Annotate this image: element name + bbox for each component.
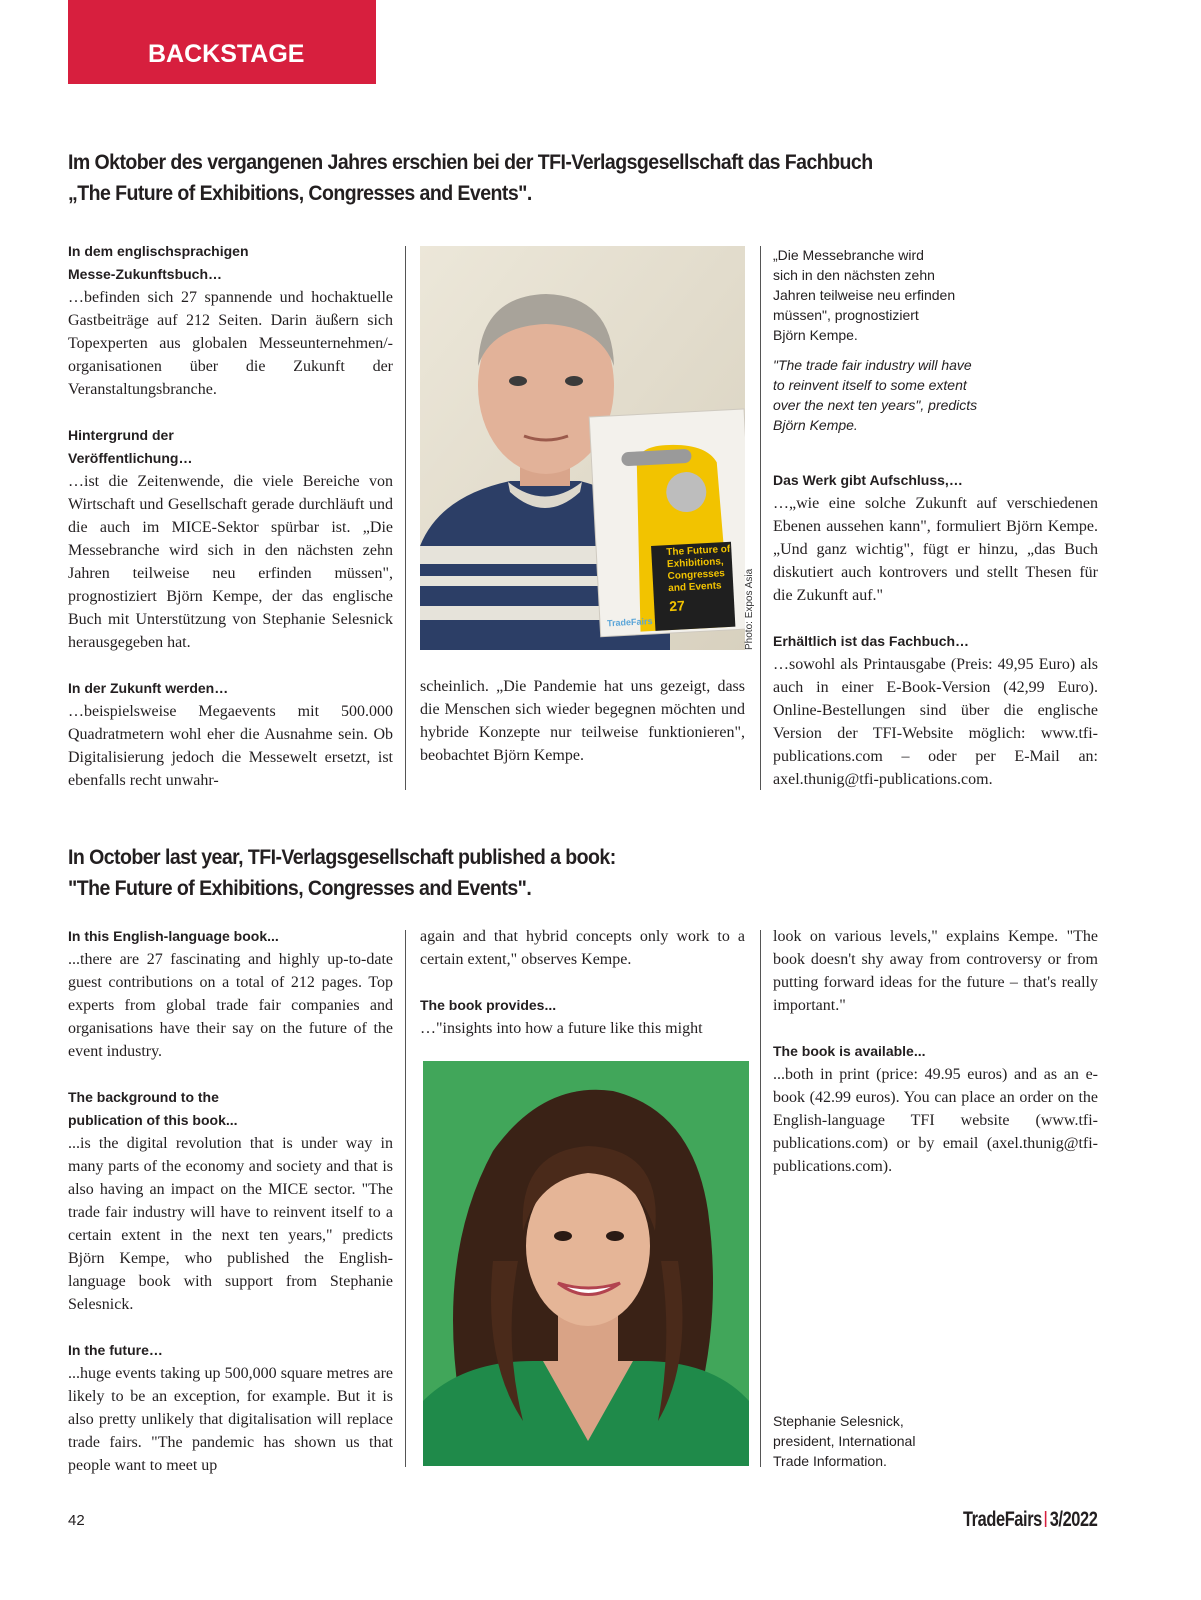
column-divider [405,930,406,1467]
svg-text:Exhibitions,: Exhibitions, [666,556,724,571]
svg-text:27: 27 [668,597,686,615]
german-headline [68,147,886,209]
german-paragraph-4: scheinlich. „Die Pandemie hat uns gezeigt, dass die Menschen sich wieder begegnen möchten und hybride Konzepte nur teilweise funktionieren", beobachtet Björn Kempe. [420,678,745,764]
german-subhead-2: Hintergrund der Veröffentlichung… [68,427,193,466]
brand-divider [1045,1511,1047,1527]
german-headline-line-1: Im Oktober des vergangenen Jahres erschien bei der TFI-Verlagsgesellschaft das Fachbuch [68,151,873,174]
english-column-3 [773,925,1098,1178]
svg-text:TradeFairs: TradeFairs [606,616,653,629]
column-divider [760,246,761,790]
german-paragraph-3: …beispielsweise Megaevents mit 500.000 Quadratmetern wohl eher die Ausnahme sein. Ob Digitalisierung jedoch die Messewelt ersetzt, ist ebenfalls recht unwahr- [68,703,393,789]
english-paragraph-4: again and that hybrid concepts only work to a certain extent," observes Kempe. [420,928,745,968]
english-column-2 [420,925,745,1040]
german-paragraph-1: …befinden sich 27 spannende und hochaktuelle Gastbeiträge auf 212 Seiten. Darin äußern sich Topexperten aus globalen Messeunternehmen/-organisationen über die Zukunft der Veranstaltungsbranche. [68,289,393,398]
column-divider [760,930,761,1467]
english-paragraph-7: ...both in print (price: 49.95 euros) and as an e-book (42.99 euros). You can place an order on the English-language TFI website (www.tfi-publications.com) or by email (axel.thunig@tfi-publications.com). [773,1066,1098,1175]
section-tab [68,0,376,84]
german-column-2 [420,675,745,767]
footer-issue: 3/2022 [1049,1508,1097,1531]
photo-credit: Photo: Expos Asia [744,568,755,650]
svg-text:The Future of: The Future of [666,543,731,559]
photo-caption: Stephanie Selesnick, president, International Trade Information. [773,1413,916,1469]
column-divider [405,246,406,790]
english-paragraph-6: look on various levels," explains Kempe. "The book doesn't shy away from controversy or from putting forward ideas for the future – that's really important." [773,928,1098,1014]
german-pull-quote: „Die Messebranche wird sich in den nächsten zehn Jahren teilweise neu erfinden müssen", prognostiziert Björn Kempe. [773,247,956,343]
german-subhead-5: Erhältlich ist das Fachbuch… [773,633,970,649]
portrait-illustration [423,1061,749,1466]
german-paragraph-6: …sowohl als Printausgabe (Preis: 49,95 Euro) als auch in einer E-Book-Version (42,99 Euro). Online-Bestellungen sind über die englische Version der TFI-Website möglich: www.tfi-publications.com – oder per E-Mail an: axel.thunig@tfi-publications.com. [773,656,1098,788]
german-paragraph-5: …„wie eine solche Zukunft auf verschiedenen Ebenen aussehen kann", formuliert Björn Kempe. „Und ganz wichtig", fügt er hinzu, „das Buch diskutiert auch kontrovers und stellt Thesen für die Zukunft auf." [773,495,1098,604]
footer-brand: TradeFairs [962,1508,1042,1531]
german-column-1 [68,240,393,792]
english-column-1 [68,925,393,1477]
english-subhead-5: The book is available... [773,1043,926,1059]
english-paragraph-3: ...huge events taking up 500,000 square metres are likely to be an exception, for example. But it is also pretty unlikely that digitalisation will replace trade fairs. "The pandemic has shown us that people want to meet up [68,1365,393,1474]
german-column-3 [773,469,1098,791]
svg-text:and Events: and Events [668,580,722,595]
stephanie-selesnick-photo [423,1061,749,1466]
english-pull-quote: "The trade fair industry will have to reinvent itself to some extent over the next ten years", predicts Björn Kempe. [773,357,978,433]
english-subhead-4: The book provides... [420,997,557,1013]
german-headline-line-2: „The Future of Exhibitions, Congresses and Events". [68,182,532,205]
german-subhead-3: In der Zukunft werden… [68,680,229,696]
english-headline-line-1: In October last year, TFI-Verlagsgesellschaft published a book: [68,846,616,869]
footer-masthead [962,1508,1097,1532]
english-headline-line-2: "The Future of Exhibitions, Congresses and Events". [68,877,532,900]
english-subhead-3: In the future… [68,1342,163,1358]
portrait-with-book-illustration [420,246,745,650]
svg-text:Congresses: Congresses [667,568,726,583]
english-subhead-1: In this English-language book... [68,928,279,944]
english-paragraph-5: …"insights into how a future like this might [420,1020,703,1037]
section-label: BACKSTAGE [148,40,305,68]
german-paragraph-2: …ist die Zeitenwende, die viele Bereiche von Wirtschaft und Gesellschaft gerade durchläuft und die auch im MICE-Sektor spürbar ist. „Die Messebranche wird sich in den nächsten zehn Jahren teilweise neu erfinden müssen", prognostiziert Björn Kempe, der das englische Buch mit Unterstützung von Stephanie Selesnick herausgegeben hat. [68,473,393,651]
bjorn-kempe-photo [420,246,745,650]
english-headline [68,842,719,904]
english-paragraph-2: ...is the digital revolution that is under way in many parts of the economy and society and that is also having an impact on the MICE sector. "The trade fair industry will have to reinvent itself to a certain extent in the next ten years," predicts Björn Kempe, who published the English-language book with support from Stephanie Selesnick. [68,1135,393,1313]
english-paragraph-1: ...there are 27 fascinating and highly up-to-date guest contributions on a total of 212 pages. Top experts from global trade fair companies and organisations have their say on the future of the event industry. [68,951,393,1060]
page-number: 42 [68,1512,85,1529]
german-subhead-1: In dem englischsprachigen Messe-Zukunftsbuch… [68,243,249,282]
english-subhead-2: The background to the publication of this book... [68,1089,238,1128]
german-subhead-4: Das Werk gibt Aufschluss,… [773,472,963,488]
